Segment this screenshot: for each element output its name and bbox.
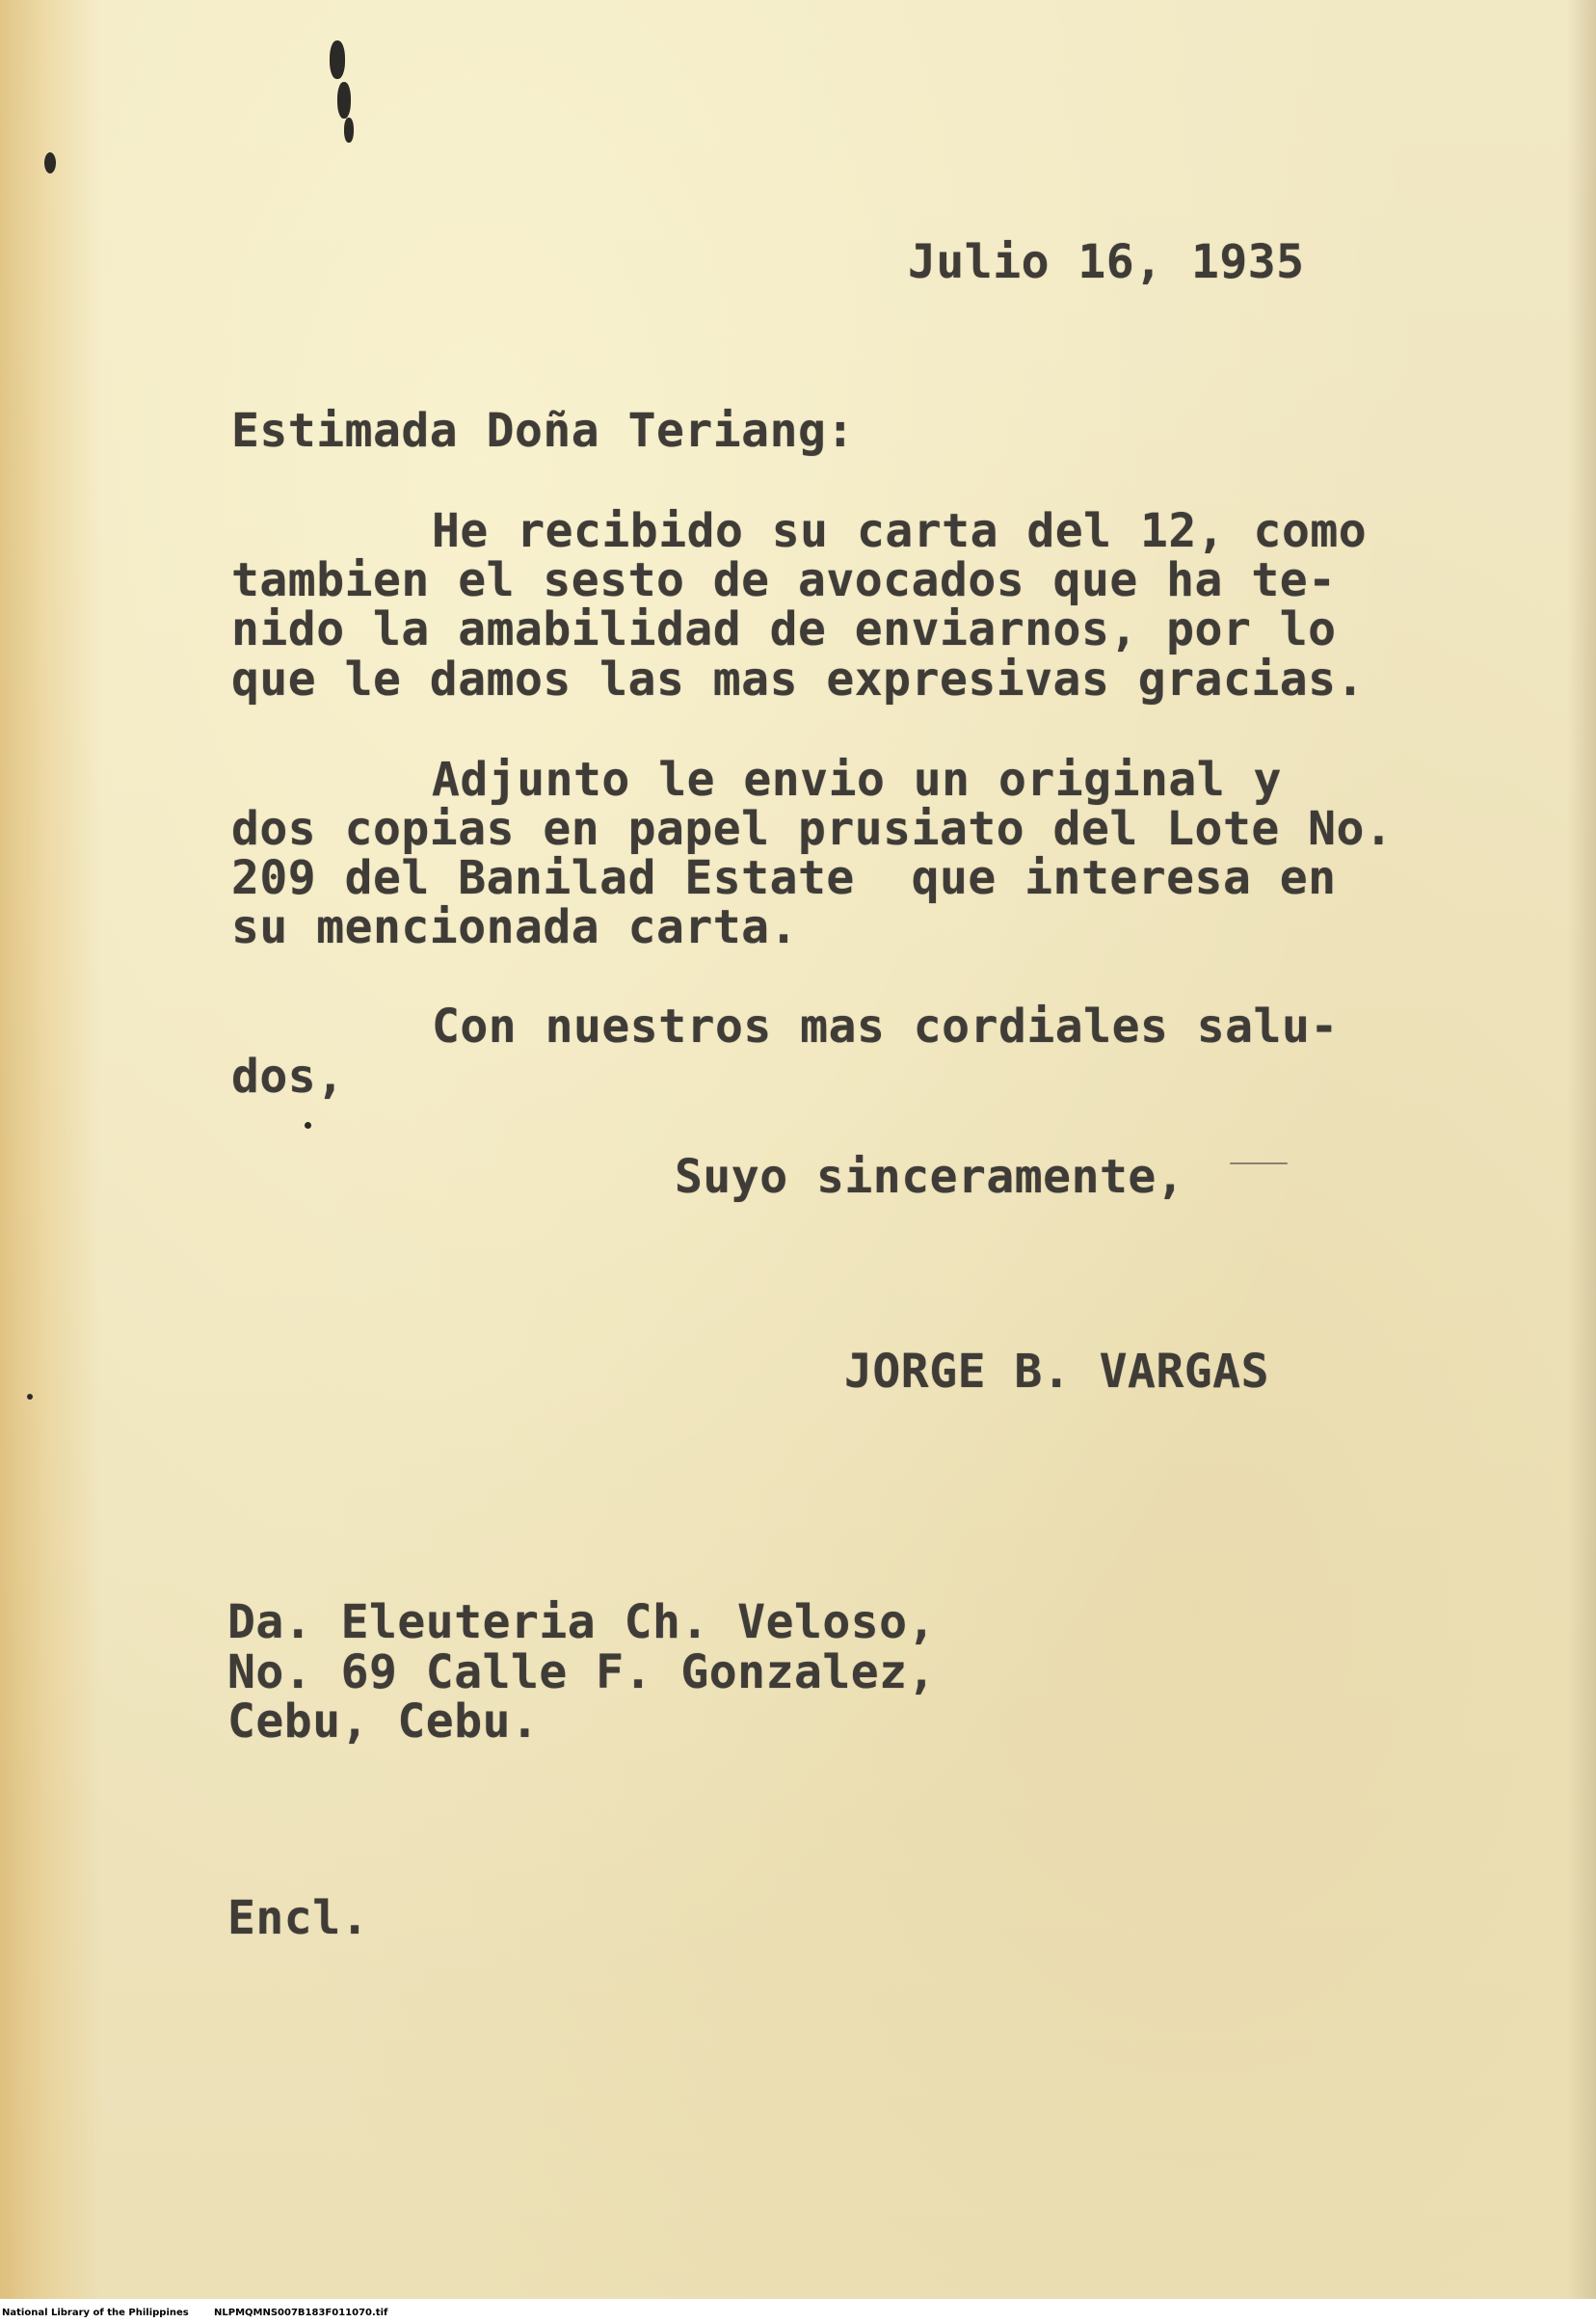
address-line: No. 69 Calle F. Gonzalez, (227, 1645, 936, 1699)
ink-mark (27, 1394, 33, 1400)
paragraph-1-line: que le damos las mas expresivas gracias. (231, 653, 1365, 707)
address-line: Cebu, Cebu. (227, 1695, 540, 1749)
paragraph-1-line: He recibido su carta del 12, como (432, 504, 1368, 558)
paragraph-1-line: tambien el sesto de avocados que ha te- (231, 553, 1337, 607)
letter-date: Julio 16, 1935 (908, 235, 1305, 289)
ink-mark (44, 152, 56, 174)
footer-file-id: NLPMQMNS007B183F011070.tif (214, 2308, 388, 2318)
paragraph-1-line: nido la amabilidad de enviarnos, por lo (231, 602, 1337, 656)
paragraph-2-line: 209 del Banilad Estate que interesa en (231, 851, 1337, 905)
ink-mark (1230, 1162, 1288, 1164)
paper-stain (0, 0, 101, 2299)
paragraph-2-line: Adjunto le envio un original y (432, 753, 1282, 807)
ink-mark (344, 118, 354, 143)
paragraph-2-line: su mencionada carta. (231, 900, 798, 954)
closing: Suyo sinceramente, (675, 1150, 1185, 1204)
ink-mark (330, 40, 345, 79)
paragraph-2-line: dos copias en papel prusiato del Lote No. (231, 802, 1394, 856)
ink-mark (337, 82, 351, 119)
address-line: Da. Eleuteria Ch. Veloso, (227, 1595, 936, 1649)
paper-edge (1567, 0, 1596, 2299)
salutation: Estimada Doña Teriang: (231, 404, 855, 458)
footer-institution: National Library of the Philippines (2, 2308, 189, 2318)
signature-name: JORGE B. VARGAS (844, 1345, 1269, 1399)
paragraph-3-line: dos, (231, 1050, 345, 1104)
ink-mark (305, 1122, 311, 1129)
paragraph-3-line: Con nuestros mas cordiales salu- (432, 1000, 1339, 1054)
enclosure-note: Encl. (227, 1891, 369, 1945)
